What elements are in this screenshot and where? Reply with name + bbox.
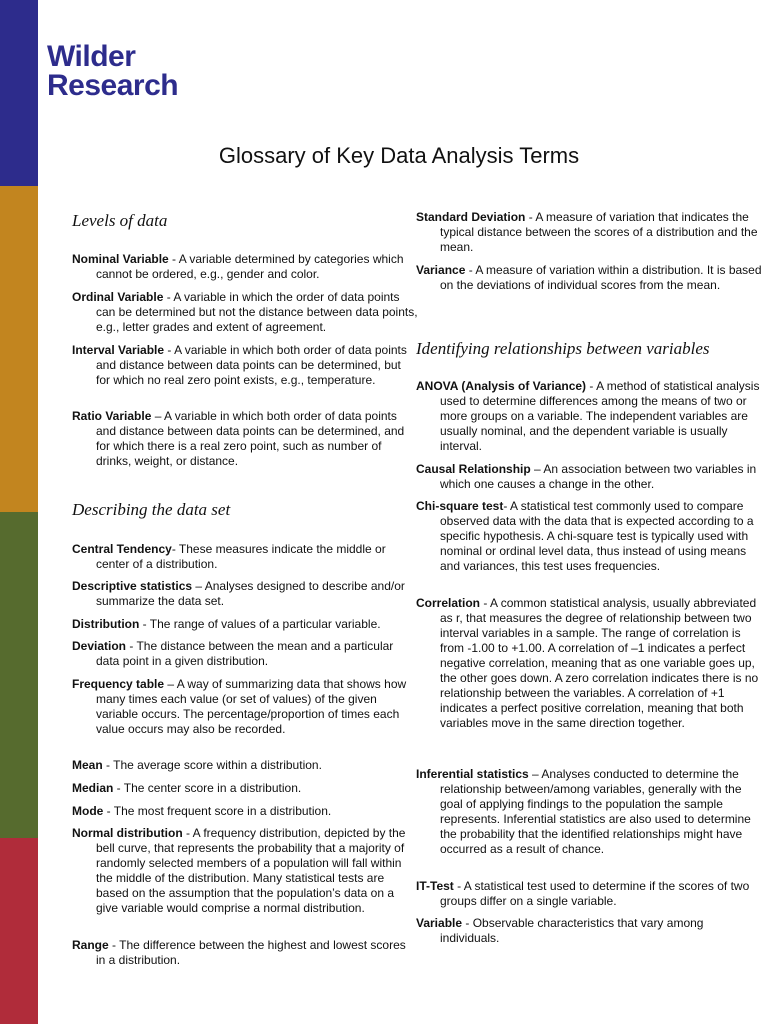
glossary-definition: - A common statistical analysis, usually abbreviated as r, that measures the degree of relationship between two interval variables in a sample. The range of correlation is from -1.00 to +1.00. A correlation of –1 indicates a perfect negative correlation, meaning that as one variable goes up, the other goes down. A zero correlation indicates there is no relationship between the variables. A correlation of +1 indicates a perfect positive correlation, meaning that both variables move in the same direction together. <box>440 596 759 730</box>
glossary-definition: - A variable in which both order of data points and distance between data points can be determined, but for which no real zero point exists, e.g., temperature. <box>96 343 407 387</box>
glossary-term: Descriptive statistics <box>72 579 193 593</box>
glossary-entry <box>72 252 418 282</box>
side-stripe-orange <box>0 186 38 512</box>
wilder-research-logo <box>47 42 178 100</box>
glossary-term: Interval Variable <box>72 343 165 357</box>
glossary-entry <box>72 758 418 773</box>
glossary-term: Distribution <box>72 617 140 631</box>
glossary-entry <box>72 579 418 609</box>
section-heading-levels: Levels of data <box>72 211 168 230</box>
glossary-term: Central Tendency <box>72 542 172 556</box>
glossary-definition: - These measures indicate the middle or center of a distribution. <box>96 542 386 571</box>
glossary-definition: - The range of values of a particular variable. <box>139 617 381 631</box>
glossary-entry <box>416 462 762 492</box>
section-heading-describing: Describing the data set <box>72 500 231 519</box>
glossary-definition: - The distance between the mean and a particular data point in a given distribution. <box>96 639 394 668</box>
glossary-term: IT-Test <box>416 879 454 893</box>
glossary-term: Mode <box>72 804 104 818</box>
glossary-definition: - The difference between the highest and lowest scores in a distribution. <box>96 938 406 967</box>
glossary-entry <box>72 409 418 469</box>
glossary-term: Normal distribution <box>72 826 183 840</box>
glossary-term: Causal Relationship <box>416 462 531 476</box>
glossary-definition: - A statistical test commonly used to compare observed data with the data that is expected according to a specific hypothesis. A chi-square test is typically used with nominal or ordinal level data, thus instead of using means and variances, this test uses frequencies. <box>440 499 754 573</box>
glossary-entry <box>72 542 418 572</box>
glossary-term: Median <box>72 781 114 795</box>
glossary-definition: - A method of statistical analysis used to determine differences among the means of two or more groups on a variable. The independent variables are usually nominal, and the dependent variable is usually interval. <box>440 379 760 453</box>
glossary-term: ANOVA (Analysis of Variance) <box>416 379 587 393</box>
glossary-entry <box>416 916 762 946</box>
glossary-term: Ratio Variable <box>72 409 152 423</box>
glossary-definition: – Analyses designed to describe and/or summarize the data set. <box>96 579 405 608</box>
glossary-entry <box>416 210 762 255</box>
glossary-entry <box>72 617 418 632</box>
glossary-definition: - A variable in which the order of data points can be determined but not the distance between data points, e.g., letter grades and extent of agreement. <box>96 290 418 334</box>
glossary-term: Inferential statistics <box>416 767 529 781</box>
glossary-term: Range <box>72 938 109 952</box>
glossary-definition: - The average score within a distribution. <box>102 758 322 772</box>
glossary-entry <box>416 767 762 857</box>
glossary-entry <box>72 781 418 796</box>
glossary-definition: - The most frequent score in a distribution. <box>103 804 332 818</box>
page-title: Glossary of Key Data Analysis Terms <box>218 143 580 168</box>
glossary-entry <box>416 499 762 574</box>
glossary-definition: - A variable determined by categories which cannot be ordered, e.g., gender and color. <box>96 252 404 281</box>
logo-line-1: Wilder <box>47 40 136 73</box>
glossary-definition: - A measure of variation within a distribution. It is based on the deviations of individual scores from the mean. <box>440 263 762 292</box>
glossary-term: Nominal Variable <box>72 252 169 266</box>
glossary-entry <box>72 343 418 388</box>
glossary-term: Ordinal Variable <box>72 290 164 304</box>
glossary-entry <box>72 639 418 669</box>
glossary-entry <box>72 938 418 968</box>
glossary-term: Frequency table <box>72 677 165 691</box>
logo-line-2: Research <box>47 69 179 102</box>
glossary-term: Mean <box>72 758 103 772</box>
glossary-definition: - A frequency distribution, depicted by the bell curve, that represents the probability that a majority of randomly selected members of a population will fall within the middle of the distribution. Many statistical tests are based on the assumption that the population’s data on a give variable would comprise a normal distribution. <box>96 826 406 915</box>
glossary-entry <box>72 290 418 335</box>
glossary-term: Correlation <box>416 596 481 610</box>
glossary-term: Chi-square test <box>416 499 504 513</box>
glossary-definition: – An association between two variables in which one causes a change in the other. <box>440 462 757 491</box>
glossary-entry <box>72 677 418 737</box>
glossary-term: Standard Deviation <box>416 210 526 224</box>
glossary-entry <box>416 379 762 454</box>
glossary-term: Variable <box>416 916 463 930</box>
glossary-definition: - The center score in a distribution. <box>113 781 302 795</box>
glossary-definition: - A statistical test used to determine if the scores of two groups differ on a single variable. <box>440 879 750 908</box>
section-heading-relationships: Identifying relationships between variables <box>416 339 710 358</box>
side-stripe-green <box>0 512 38 838</box>
glossary-entry <box>72 826 418 916</box>
glossary-entry <box>72 804 418 819</box>
glossary-definition: – A way of summarizing data that shows how many times each value (or set of values) of the given variable occurs. The percentage/proportion of times each value occurs may also be recorded. <box>96 677 407 736</box>
glossary-entry <box>416 596 762 731</box>
glossary-definition: – A variable in which both order of data points and distance between data points can be determined, and for which there is a real zero point, such as number of drinks, weight, or distance. <box>96 409 405 468</box>
glossary-definition: – Analyses conducted to determine the relationship between/among variables, generally with the goal of applying findings to the population the sample represents. Inferential statistics are also used to determine the probability that the identified relationships might have occurred as a result of chance. <box>440 767 751 856</box>
glossary-term: Deviation <box>72 639 127 653</box>
side-stripe-red <box>0 838 38 1024</box>
glossary-term: Variance <box>416 263 466 277</box>
glossary-definition: - A measure of variation that indicates the typical distance between the scores of a distribution and the mean. <box>440 210 758 254</box>
glossary-entry <box>416 263 762 293</box>
glossary-definition: - Observable characteristics that vary among individuals. <box>440 916 704 945</box>
glossary-entry <box>416 879 762 909</box>
